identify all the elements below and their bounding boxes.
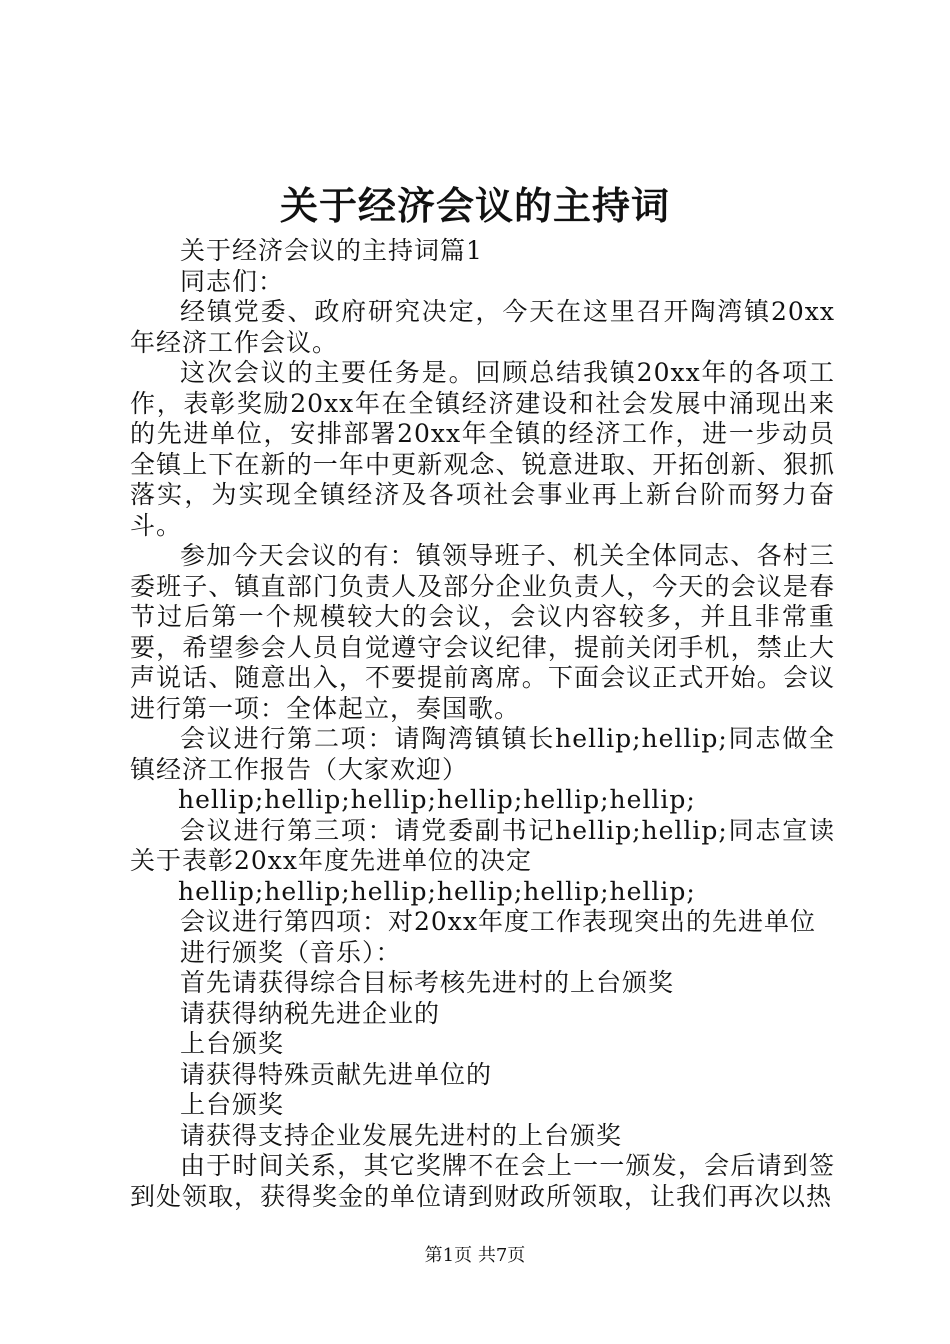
paragraph: 进行颁奖（音乐）：	[180, 937, 402, 967]
paragraph: 这次会议的主要任务是。回顾总结我镇20xx年的各项工作，表彰奖励20xx年在全镇经济建设和社会发展中涌现出来的先进单位，安排部署20xx年全镇的经济工作，进一步动员全镇上下在新的一年中更新观念、锐意进取、开拓创新、狠抓落实，为实现全镇经济及各项社会事业再上新台阶而努力奋斗。	[130, 358, 835, 540]
paragraph: hellip;hellip;hellip;hellip;hellip;hellip;	[178, 876, 696, 906]
document-title: 关于经济会议的主持词	[279, 183, 670, 228]
paragraph: 上台颁奖	[180, 1029, 285, 1058]
paragraph: 会议进行第三项：请党委副书记hellip;hellip;同志宣读关于表彰20xx年度先进单位的决定	[130, 815, 835, 875]
paragraph: hellip;hellip;hellip;hellip;hellip;hellip;	[178, 785, 696, 814]
paragraph: 参加今天会议的有：镇领导班子、机关全体同志、各村三委班子、镇直部门负责人及部分企业负责人，今天的会议是春节过后第一个规模较大的会议，会议内容较多，并且非常重要，希望参会人员自觉遵守会议纪律，提前关闭手机，禁止大声说话、随意出入，不要提前离席。下面会议正式开始。会议进行第一项：全体起立，奏国歌。	[130, 541, 835, 723]
document-body	[130, 236, 835, 1212]
paragraph: 由于时间关系，其它奖牌不在会上一一颁发，会后请到签到处领取，获得奖金的单位请到财政所领取，让我们再次以热	[130, 1151, 835, 1211]
paragraph: 首先请获得综合目标考核先进村的上台颁奖	[180, 968, 675, 997]
page-footer: 第1页 共7页	[424, 1245, 526, 1266]
paragraph: 会议进行第二项：请陶湾镇镇长hellip;hellip;同志做全镇经济工作报告（大家欢迎）	[130, 724, 835, 784]
paragraph: 请获得支持企业发展先进村的上台颁奖	[180, 1120, 623, 1150]
paragraph: 同志们：	[180, 266, 285, 296]
paragraph: 请获得纳税先进企业的	[180, 998, 441, 1028]
paragraph: 经镇党委、政府研究决定，今天在这里召开陶湾镇20xx年经济工作会议。	[130, 297, 835, 357]
paragraph: 上台颁奖	[180, 1090, 285, 1119]
paragraph: 请获得特殊贡献先进单位的	[180, 1059, 493, 1089]
paragraph: 会议进行第四项：对20xx年度工作表现突出的先进单位	[180, 907, 817, 936]
paragraph: 关于经济会议的主持词篇1	[180, 236, 483, 265]
